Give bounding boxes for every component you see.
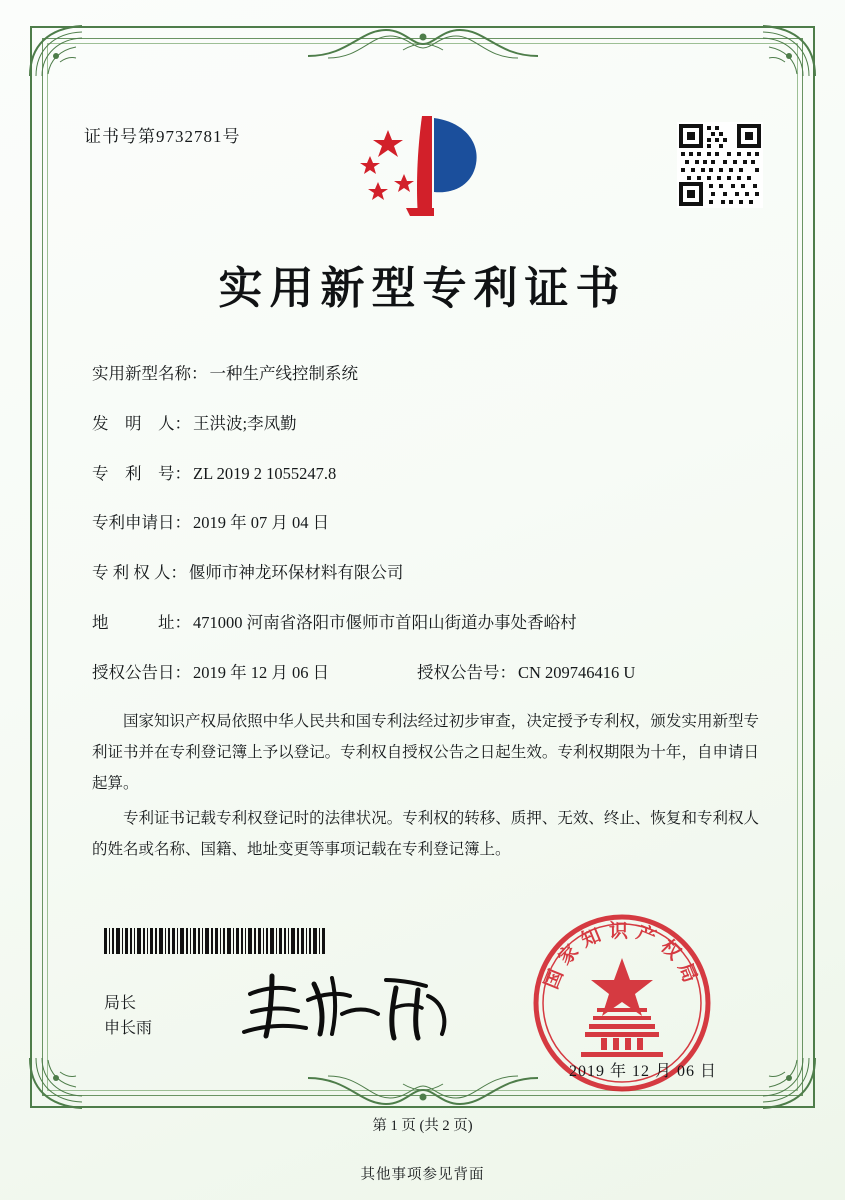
field-value: 471000 河南省洛阳市偃师市首阳山街道办事处香峪村 — [193, 612, 577, 632]
page-title: 实用新型专利证书 — [218, 263, 627, 314]
edge-ornament-icon — [308, 20, 538, 62]
field-label: 实用新型名称： — [92, 364, 208, 383]
footer-note: 其他事项参见背面 — [360, 1167, 485, 1183]
handwritten-signature-icon — [236, 966, 456, 1046]
director-name: 申长雨 — [104, 1019, 153, 1037]
field-value: 王洪波;李凤勤 — [193, 413, 297, 433]
corner-ornament-icon — [751, 22, 819, 80]
field-label: 地 址： — [92, 612, 191, 632]
field-value-secondary: CN 209746416 U — [518, 662, 636, 682]
legal-text-block — [92, 706, 759, 869]
field-label: 专利申请日： — [92, 513, 191, 533]
director-signature-block — [104, 992, 152, 1042]
corner-ornament-icon — [26, 1054, 94, 1112]
qr-code-icon — [677, 122, 763, 208]
svg-text:国家知识产权局: 国家知识产权局 — [540, 920, 704, 993]
field-row-patent-number — [92, 462, 761, 487]
field-label: 授权公告日： — [92, 662, 191, 682]
field-value: 一种生产线控制系统 — [209, 364, 358, 383]
field-label: 发 明 人： — [92, 413, 191, 433]
field-value: ZL 2019 2 1055247.8 — [193, 463, 337, 483]
corner-ornament-icon — [26, 22, 94, 80]
page-number: 第 1 页 (共 2 页) — [372, 1118, 473, 1134]
paragraph: 专利证书记载专利权登记时的法律状况。专利权的转移、质押、无效、终止、恢复和专利权人的姓名或名称、国籍、地址变更等事项记载在专利登记簿上。 — [92, 810, 759, 858]
field-label: 专 利 号： — [92, 463, 191, 483]
certificate-number: 证书号第9732781号 — [84, 127, 241, 146]
field-row-utility-model-name — [92, 362, 761, 387]
field-row-patentee — [92, 561, 761, 586]
barcode-icon — [104, 928, 326, 954]
field-value: 偃师市神龙环保材料有限公司 — [188, 563, 404, 582]
corner-ornament-icon — [751, 1054, 819, 1112]
field-value: 2019 年 12 月 06 日 — [193, 662, 330, 682]
field-label-secondary: 授权公告号： — [417, 662, 516, 682]
field-label: 专 利 权 人： — [92, 563, 187, 582]
field-row-grant-announcement — [92, 661, 761, 686]
field-value: 2019 年 07 月 04 日 — [193, 513, 330, 533]
cnipa-logo-icon — [348, 112, 498, 224]
field-row-application-date — [92, 511, 761, 536]
paragraph: 国家知识产权局依照中华人民共和国专利法经过初步审查，决定授予专利权，颁发实用新型专利证书并在专利登记簿上予以登记。专利权自授权公告之日起生效。专利权期限为十年，自申请日起算。 — [92, 713, 759, 792]
seal-date: 2019 年 12 月 06 日 — [568, 1063, 717, 1080]
field-row-inventor — [92, 412, 761, 437]
field-row-address — [92, 611, 761, 636]
certificate-fields — [92, 362, 761, 710]
edge-ornament-icon — [308, 1072, 538, 1114]
director-title: 局长 — [104, 995, 137, 1012]
